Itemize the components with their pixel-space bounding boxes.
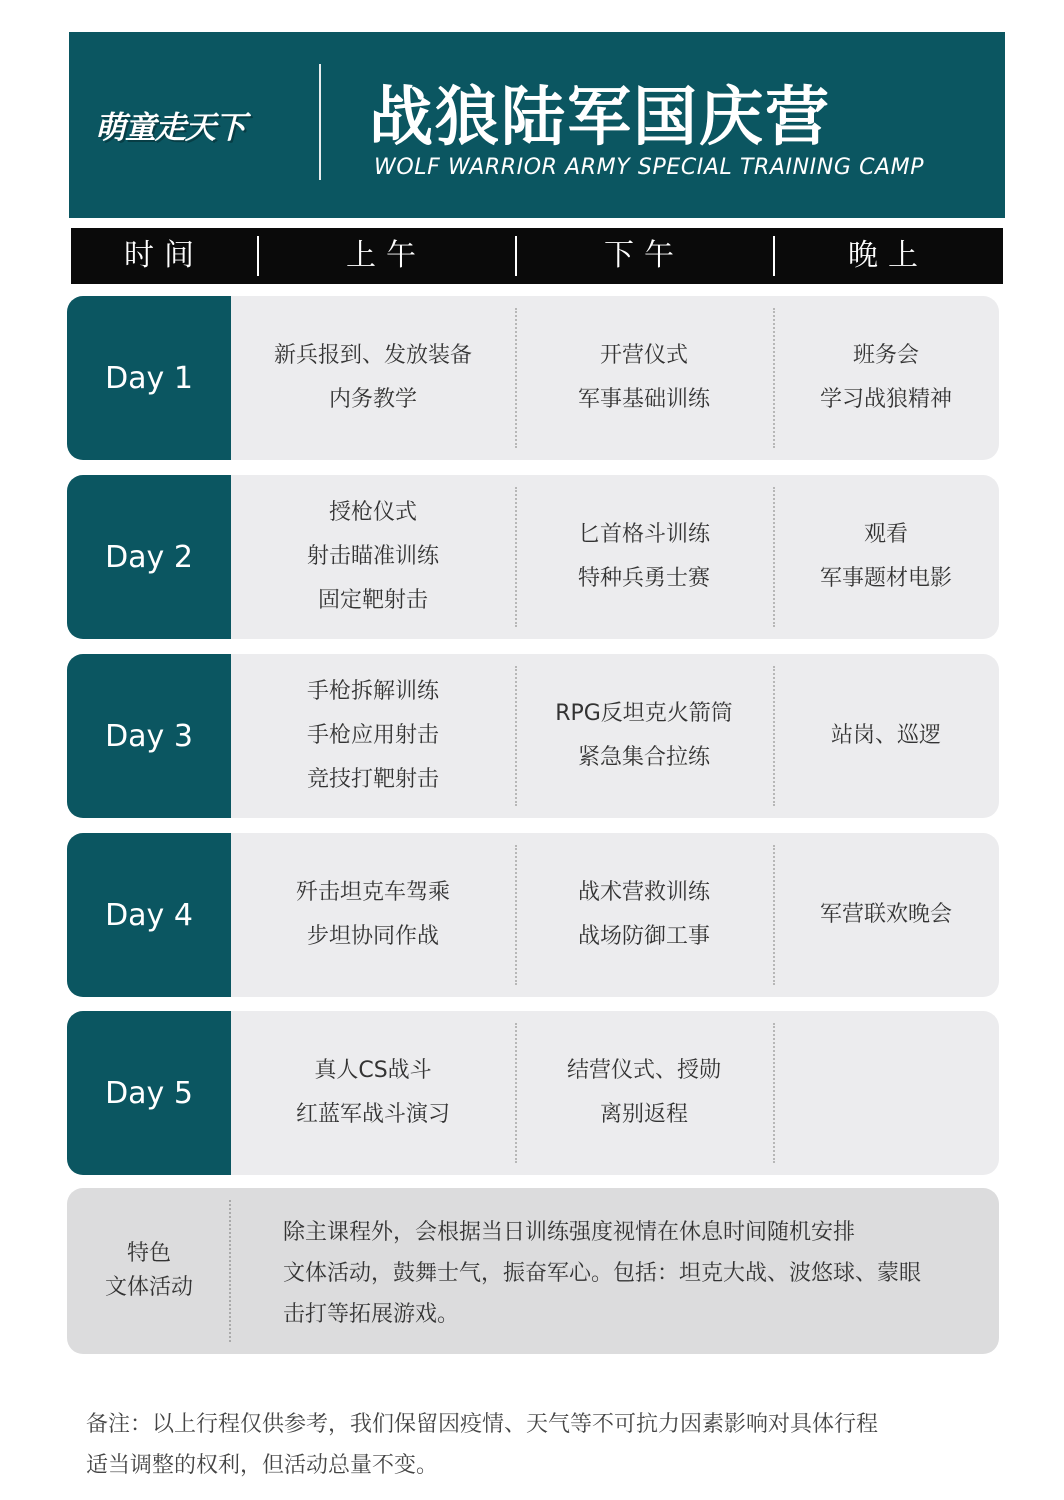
activity-item: 军事基础训练 [577,387,710,412]
schedule-row-day-4 [67,833,999,997]
activity-item: 紧急集合拉练 [577,745,710,770]
day-label: Day 1 [67,296,231,460]
column-header-morning: 上午 [257,228,515,284]
schedule-row-day-1 [67,296,999,460]
activity-item: 特种兵勇士赛 [577,566,710,591]
schedule-row-day-3 [67,654,999,818]
activity-item: 步坦协同作战 [306,924,439,949]
special-activities-description [231,1188,961,1354]
schedule-row-day-2 [67,475,999,639]
activity-item: 红蓝军战斗演习 [295,1102,450,1127]
camp-title: 战狼陆军国庆营 [369,81,831,155]
activity-item: 战场防御工事 [577,924,710,949]
activity-item: 离别返程 [599,1102,688,1127]
special-text-line-1: 除主课程外，会根据当日训练强度视情在休息时间随机安排 [283,1220,856,1245]
morning-activities [231,296,515,460]
activity-item: 手枪应用射击 [306,723,439,748]
morning-activities [231,475,515,639]
afternoon-activities [515,1011,773,1175]
activity-item: 班务会 [852,343,919,368]
afternoon-activities [515,475,773,639]
camp-subtitle: WOLF WARRIOR ARMY SPECIAL TRAINING CAMP [374,155,925,180]
morning-activities [231,654,515,818]
day-label: Day 5 [67,1011,231,1175]
day-label: Day 2 [67,475,231,639]
day-label: Day 3 [67,654,231,818]
activity-item: 竞技打靶射击 [306,767,439,792]
afternoon-activities [515,654,773,818]
special-text-line-3: 击打等拓展游戏。 [283,1302,460,1327]
morning-activities [231,833,515,997]
schedule-row-day-5 [67,1011,999,1175]
schedule-column-header [71,228,1003,284]
footnote [86,1404,986,1486]
activity-item: 手枪拆解训练 [306,679,439,704]
column-header-afternoon: 下午 [515,228,773,284]
activity-item: 军营联欢晚会 [819,902,952,927]
activity-item: 战术营救训练 [577,880,710,905]
column-header-evening: 晚上 [773,228,1003,284]
day-label: Day 4 [67,833,231,997]
special-activities-label [67,1188,231,1354]
evening-activities [773,475,999,639]
brand-logo-text: 萌童走天下 [95,110,245,146]
footnote-line-1: 备注：以上行程仅供参考，我们保留因疫情、天气等不可抗力因素影响对具体行程 [86,1412,879,1437]
camp-header-banner [69,32,1005,218]
activity-item: 内务教学 [328,387,417,412]
evening-activities [773,654,999,818]
evening-activities [773,296,999,460]
afternoon-activities [515,296,773,460]
footnote-line-2: 适当调整的权利，但活动总量不变。 [86,1453,439,1478]
activity-item: 匕首格斗训练 [577,522,710,547]
column-header-time: 时间 [124,238,204,273]
header-divider [319,64,321,180]
special-activities-row [67,1188,999,1354]
special-label-line-2: 文体活动 [104,1275,193,1300]
activity-item: 歼击坦克车驾乘 [295,880,450,905]
activity-item: 固定靶射击 [317,588,428,613]
activity-item: 新兵报到、发放装备 [273,343,472,368]
afternoon-activities [515,833,773,997]
activity-item: 结营仪式、授勋 [566,1058,721,1083]
activity-item: 授枪仪式 [328,500,417,525]
special-text-line-2: 文体活动，鼓舞士气，振奋军心。包括：坦克大战、波悠球、蒙眼 [283,1261,922,1286]
morning-activities [231,1011,515,1175]
activity-item: 站岗、巡逻 [830,723,941,748]
evening-activities [773,1011,999,1175]
special-label-line-1: 特色 [126,1241,171,1266]
activity-item: 观看 [863,522,908,547]
activity-item: RPG反坦克火箭筒 [555,701,733,726]
activity-item: 军事题材电影 [819,566,952,591]
activity-item: 学习战狼精神 [819,387,952,412]
activity-item: 射击瞄准训练 [306,544,439,569]
activity-item: 真人CS战斗 [314,1058,432,1083]
evening-activities [773,833,999,997]
activity-item: 开营仪式 [599,343,688,368]
